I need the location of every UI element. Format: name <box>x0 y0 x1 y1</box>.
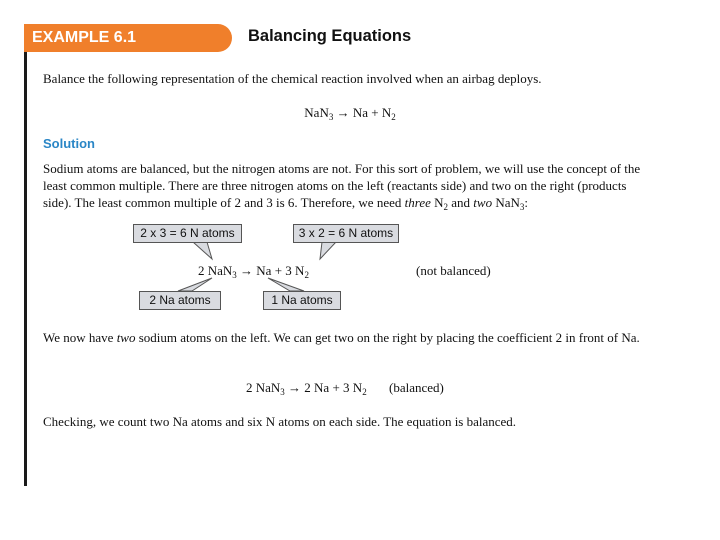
callout-na-atoms-left: 2 Na atoms <box>139 291 221 310</box>
solution-paragraph-1: Sodium atoms are balanced, but the nitrogen atoms are not. For this sort of problem, we will use the concept of the least common multiple. There are three nitrogen atoms on the left (reactants side) and two on the right (products side). The least common multiple of 2 and 3 is 6. Therefore, we need three $N_2$ and two NaN$_3$: <box>43 161 641 212</box>
solution-paragraph-2: We now have two sodium atoms on the left. We can get two on the right by placing the coefficient 2 in front of Na. <box>43 330 640 345</box>
unbalanced-note: (not balanced) <box>416 263 491 278</box>
balanced-equation: 2 NaN$_3$ → 2 Na + 3 $N_2$ <box>246 380 367 397</box>
pointer-bottom-right <box>268 278 304 291</box>
unbalanced-equation: 2 NaN$_3$ → Na + 3 $N_2$ <box>198 263 309 280</box>
solution-heading: Solution <box>43 136 95 151</box>
arrow-icon: → <box>288 380 302 395</box>
arrow-icon: → <box>240 263 254 278</box>
callout-n-atoms-right: 3 x 2 = 6 N atoms <box>293 224 399 243</box>
example-title: Balancing Equations <box>248 27 412 45</box>
example-tab: EXAMPLE 6.1 <box>24 24 232 52</box>
pointer-top-left <box>193 242 212 259</box>
pointer-bottom-left <box>178 278 212 291</box>
callout-na-atoms-right: 1 Na atoms <box>263 291 341 310</box>
balanced-note: (balanced) <box>389 380 444 395</box>
solution-paragraph-3: Checking, we count two Na atoms and six N atoms on each side. The equation is balanced. <box>43 414 517 429</box>
airbag-equation: $NaN_3 \to Na + N_2$ <box>304 105 396 122</box>
arrow-icon: → <box>336 105 350 120</box>
problem-statement: Balance the following representation of the chemical reaction involved when an airbag deploys. <box>43 71 542 86</box>
callout-n-atoms-left: 2 x 3 = 6 N atoms <box>133 224 242 243</box>
pointer-top-right <box>320 242 336 259</box>
